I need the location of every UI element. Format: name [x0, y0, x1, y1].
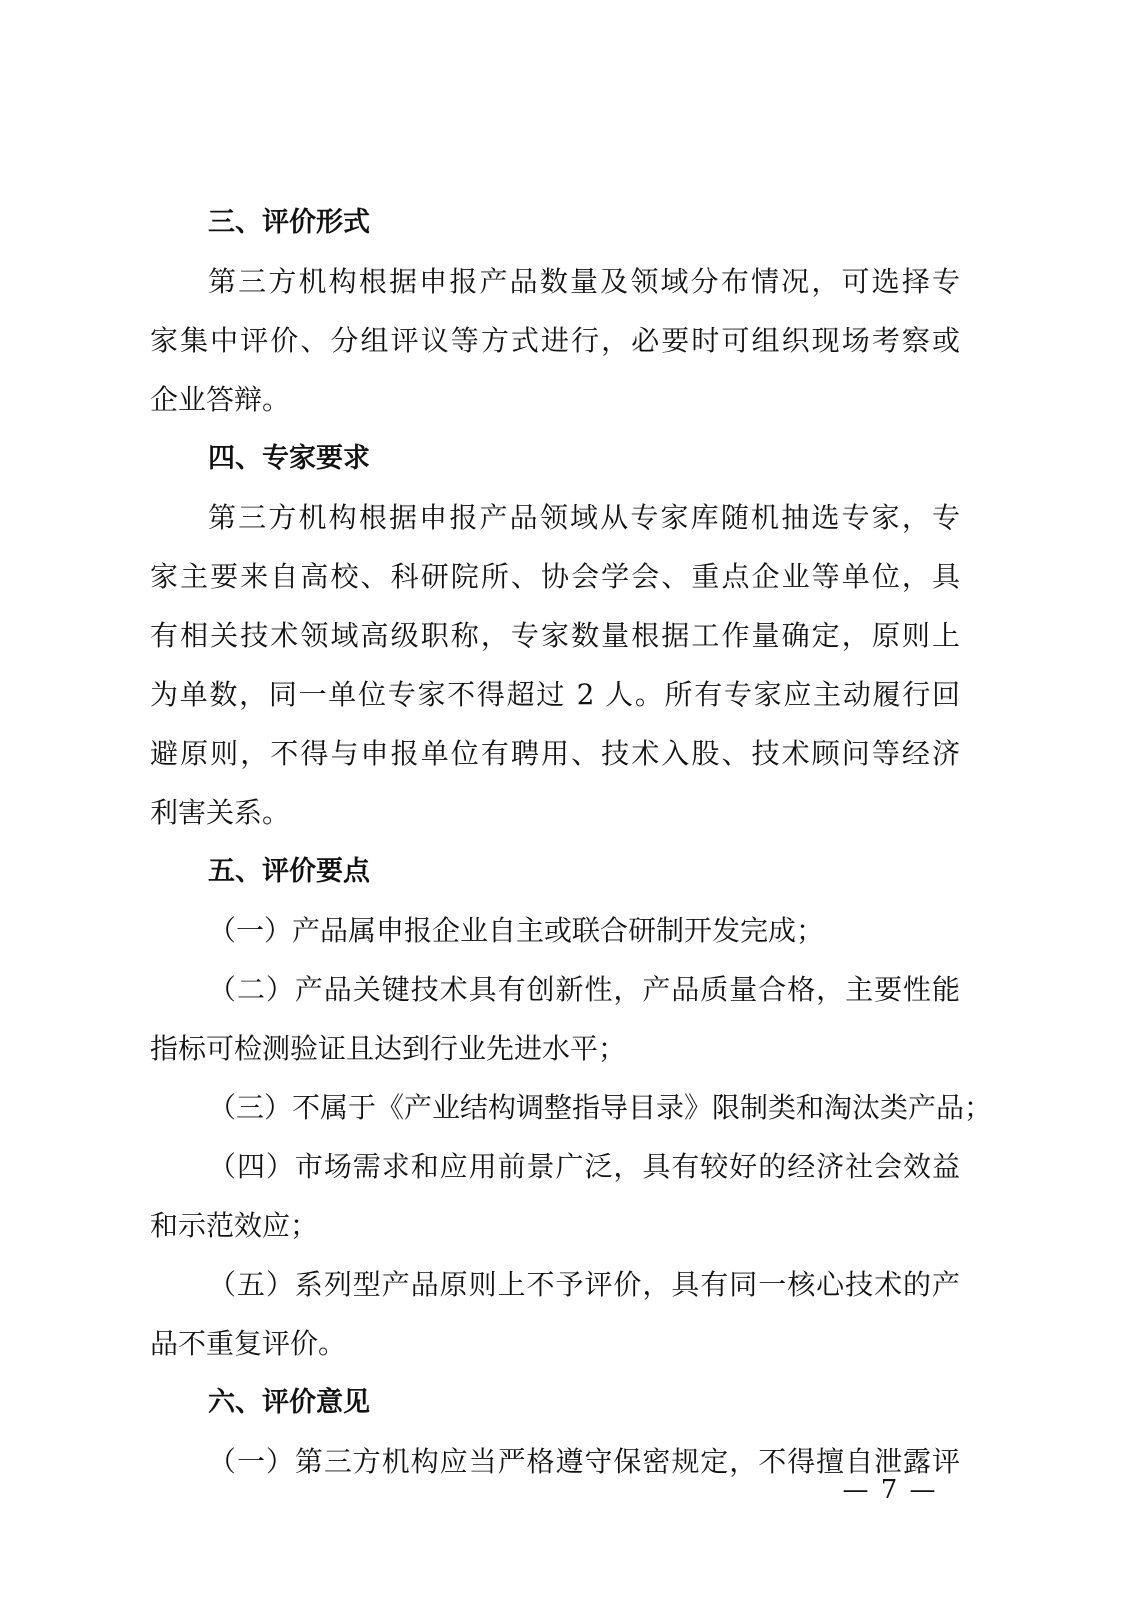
section-heading-evaluation-form: 三、评价形式 — [208, 207, 370, 238]
list-item: （一）第三方机构应当严格遵守保密规定，不得擅自泄露评 — [208, 1445, 960, 1478]
paragraph-line: 第三方机构根据申报产品领域从专家库随机抽选专家，专 — [208, 501, 960, 534]
list-item: （一）产品属申报企业自主或联合研制开发完成； — [208, 914, 825, 947]
paragraph-line: 避原则，不得与申报单位有聘用、技术入股、技术顾问等经济 — [150, 737, 960, 770]
list-item-continuation: 指标可检测验证且达到行业先进水平； — [150, 1032, 627, 1065]
paragraph-line: 为单数，同一单位专家不得超过 2 人。所有专家应主动履行回 — [150, 678, 960, 711]
list-item: （三）不属于《产业结构调整指导目录》限制类和淘汰类产品； — [208, 1091, 993, 1124]
paragraph-line: 有相关技术领域高级职称，专家数量根据工作量确定，原则上 — [150, 619, 960, 652]
section-heading-evaluation-opinions: 六、评价意见 — [208, 1387, 370, 1418]
list-item: （二）产品关键技术具有创新性，产品质量合格，主要性能 — [208, 973, 960, 1006]
list-item: （五）系列型产品原则上不予评价，具有同一核心技术的产 — [208, 1268, 960, 1301]
paragraph-line: 企业答辩。 — [150, 383, 291, 416]
section-heading-evaluation-points: 五、评价要点 — [208, 856, 370, 887]
paragraph-line: 家集中评价、分组评议等方式进行，必要时可组织现场考察或 — [150, 324, 960, 357]
section-heading-expert-requirements: 四、专家要求 — [208, 443, 370, 474]
paragraph-line: 家主要来自高校、科研院所、协会学会、重点企业等单位，具 — [150, 560, 960, 593]
list-item-continuation: 品不重复评价。 — [150, 1327, 347, 1360]
list-item-continuation: 和示范效应； — [150, 1209, 319, 1242]
document-body — [150, 193, 993, 1491]
paragraph-line: 利害关系。 — [150, 796, 291, 829]
paragraph-line: 第三方机构根据申报产品数量及领域分布情况，可选择专 — [208, 265, 960, 298]
page-number: — 7 — — [842, 1475, 938, 1505]
list-item: （四）市场需求和应用前景广泛，具有较好的经济社会效益 — [208, 1150, 960, 1183]
